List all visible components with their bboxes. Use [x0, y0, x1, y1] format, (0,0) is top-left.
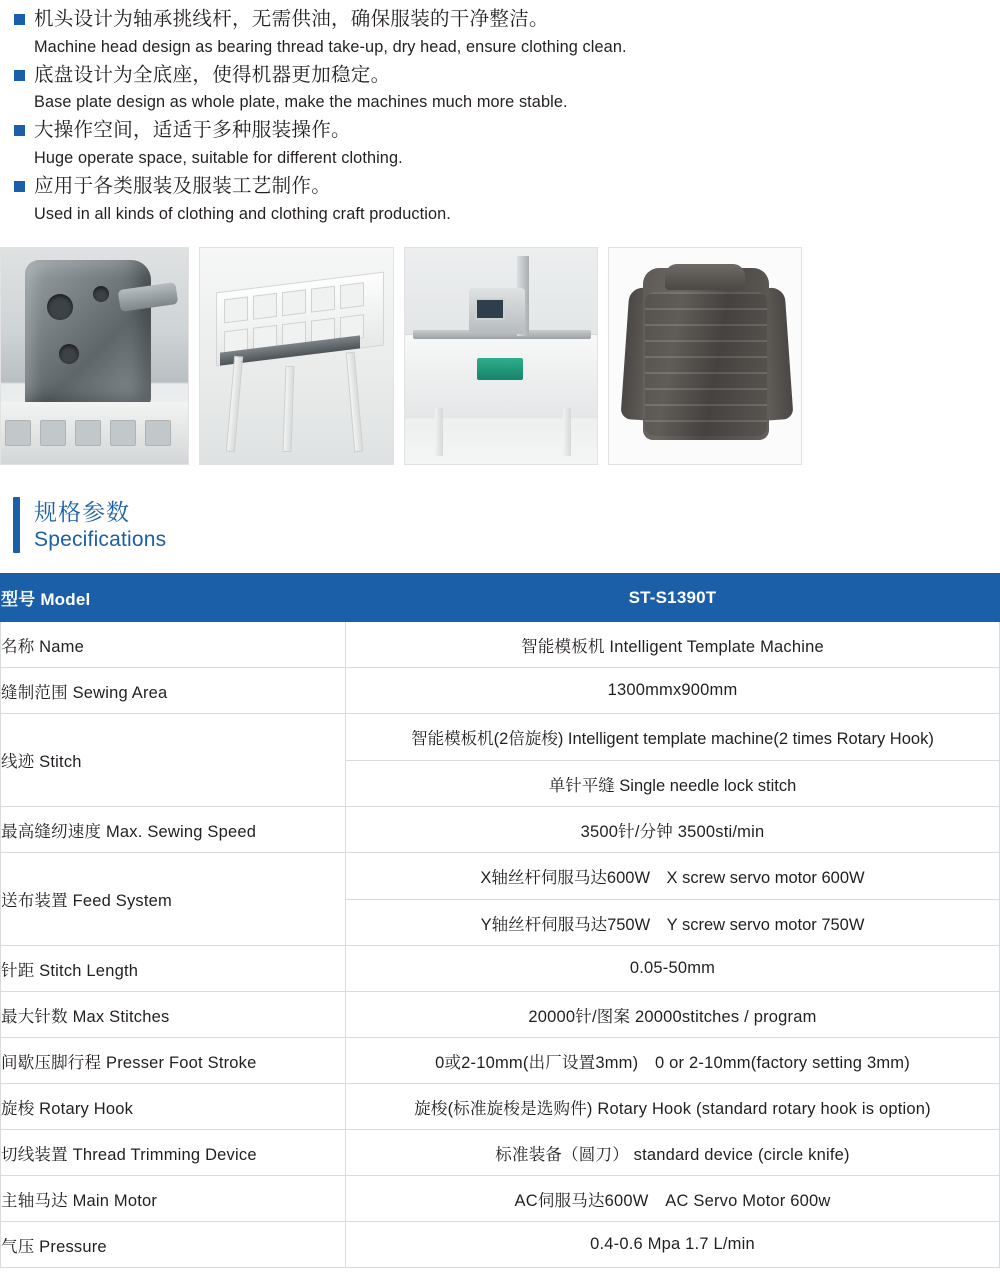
row-value: 1300mmx900mm: [346, 668, 1000, 714]
section-title-en: Specifications: [34, 528, 167, 552]
table-row: [1, 1176, 1000, 1222]
row-value: 0.05-50mm: [346, 946, 1000, 992]
section-title-group: [34, 497, 166, 554]
photo-quilted-jacket: [608, 247, 802, 465]
row-label: 气压 Pressure: [1, 1222, 346, 1268]
subrow: [346, 714, 999, 760]
row-value: X轴丝杆伺服马达600W X screw servo motor 600W: [346, 853, 999, 899]
feature-item: [0, 173, 1000, 225]
feature-text-en: Machine head design as bearing thread take-up, dry head, ensure clothing clean.: [34, 37, 627, 56]
row-value: 标准装备（圆刀） standard device (circle knife): [346, 1130, 1000, 1176]
feature-text-cn: 机头设计为轴承挑线杆，无需供油，确保服装的干净整洁。: [34, 8, 549, 30]
row-label: 线迹 Stitch: [1, 714, 346, 807]
frame-cell: [340, 282, 364, 309]
table-row: [1, 714, 1000, 807]
photo-base-plate-frame: [199, 247, 394, 465]
row-value: 0或2-10mm(出厂设置3mm) 0 or 2-10mm(factory setting 3mm): [346, 1038, 1000, 1084]
feature-text-cn: 底盘设计为全底座，使得机器更加稳定。: [34, 63, 391, 86]
specifications-table: [0, 573, 1000, 1268]
base-plate-slot: [40, 420, 66, 446]
row-label: 最大针数 Max Stitches: [1, 992, 346, 1038]
jacket-collar: [665, 264, 745, 290]
square-bullet-icon: [14, 181, 25, 192]
table-row: [1, 992, 1000, 1038]
row-label: 最高缝纫速度 Max. Sewing Speed: [1, 807, 346, 853]
table-row: [1, 1038, 1000, 1084]
table-row: [1, 668, 1000, 714]
row-label: 间歇压脚行程 Presser Foot Stroke: [1, 1038, 346, 1084]
row-value: 3500针/分钟 3500sti/min: [346, 807, 1000, 853]
feature-cn-line: [0, 117, 1000, 145]
table-row: [1, 622, 1000, 668]
subrow: [346, 899, 999, 945]
frame-cell: [311, 285, 335, 312]
jacket-quilting-lines: [645, 292, 767, 436]
template-fabric: [477, 358, 523, 380]
feature-text-cn: 应用于各类服装及服装工艺制作。: [34, 175, 332, 198]
row-value-group: [346, 714, 1000, 807]
frame-cell: [253, 293, 277, 320]
feature-list: [0, 0, 1000, 225]
feature-item: [0, 6, 1000, 58]
row-value-group: [346, 853, 1000, 946]
product-photo-strip: [0, 247, 1000, 465]
table-row: [1, 853, 1000, 946]
feature-cn-line: [0, 62, 1000, 90]
base-plate-slot: [145, 420, 171, 446]
machine-leg: [563, 408, 571, 456]
subrow: [346, 853, 999, 899]
base-plate-slot: [75, 420, 101, 446]
machine-control-panel: [475, 298, 505, 320]
row-value: AC伺服马达600W AC Servo Motor 600w: [346, 1176, 1000, 1222]
row-label: 名称 Name: [1, 622, 346, 668]
square-bullet-icon: [14, 14, 25, 25]
frame-cell: [224, 296, 248, 323]
subrow: [346, 760, 999, 806]
row-value-subtable: [346, 853, 999, 945]
photo-machine-head-closeup: [0, 247, 189, 465]
row-value: Y轴丝杆伺服马达750W Y screw servo motor 750W: [480, 915, 865, 934]
feature-cn-line: [0, 173, 1000, 201]
feature-item: [0, 62, 1000, 114]
table-row: [1, 1084, 1000, 1130]
table-row: [1, 807, 1000, 853]
machine-head-hole: [47, 294, 73, 320]
section-accent-bar: [13, 497, 20, 554]
table-header-label: 型号 Model: [1, 574, 346, 622]
row-value: 单针平缝 Single needle lock stitch: [548, 776, 797, 795]
feature-item: [0, 117, 1000, 169]
table-row: [1, 1222, 1000, 1268]
row-label: 切线装置 Thread Trimming Device: [1, 1130, 346, 1176]
base-plate-slot: [110, 420, 136, 446]
feature-cn-line: [0, 6, 1000, 34]
square-bullet-icon: [14, 70, 25, 81]
feature-text-en: Used in all kinds of clothing and clothing craft production.: [34, 204, 451, 223]
row-label: 针距 Stitch Length: [1, 946, 346, 992]
machine-leg: [435, 408, 443, 456]
table-row: [1, 946, 1000, 992]
feature-text-en: Base plate design as whole plate, make the machines much more stable.: [34, 93, 568, 112]
photo-full-template-machine: [404, 247, 598, 465]
row-value: 旋梭(标准旋梭是选购件) Rotary Hook (standard rotary hook is option): [346, 1084, 1000, 1130]
base-plate-slots: [5, 420, 189, 446]
machine-head-hole: [59, 344, 79, 364]
feature-text-en: Huge operate space, suitable for different clothing.: [34, 149, 403, 168]
row-value: 智能模板机 Intelligent Template Machine: [346, 622, 1000, 668]
row-value: 20000针/图案 20000stitches / program: [346, 992, 1000, 1038]
table-row: [1, 1130, 1000, 1176]
table-header-value: ST-S1390T: [346, 574, 1000, 622]
feature-text-cn: 大操作空间，适适于多种服装操作。: [34, 119, 351, 142]
machine-head-hole: [93, 286, 109, 302]
section-title-cn: 规格参数: [34, 498, 130, 525]
row-value: 0.4-0.6 Mpa 1.7 L/min: [346, 1222, 1000, 1268]
table-header-row: [1, 574, 1000, 622]
machine-head-body: [25, 260, 151, 408]
row-value-subtable: [346, 714, 999, 806]
square-bullet-icon: [14, 125, 25, 136]
row-label: 缝制范围 Sewing Area: [1, 668, 346, 714]
row-label: 主轴马达 Main Motor: [1, 1176, 346, 1222]
specifications-section-header: [0, 497, 1000, 554]
row-label: 旋梭 Rotary Hook: [1, 1084, 346, 1130]
base-plate-slot: [5, 420, 31, 446]
row-label: 送布装置 Feed System: [1, 853, 346, 946]
row-value: 智能模板机(2倍旋梭) Intelligent template machine(2 times Rotary Hook): [346, 714, 999, 760]
frame-cell: [282, 289, 306, 316]
